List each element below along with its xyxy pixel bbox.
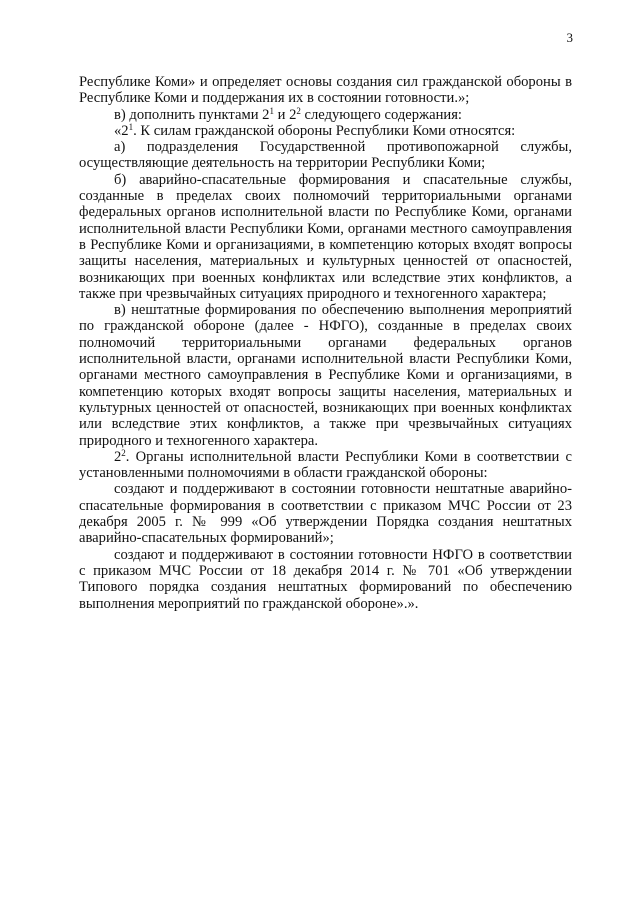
text-run: б) аварийно-спасательные формирования и спасательные службы, созданные в пределах своих полномочий территориальными органами федеральных органов исполнительной власти по Республике Коми, органами исполнительной власти Республики Коми, органами местного самоуправления в Республике Коми и организациями, в компетенцию которых входят вопросы защиты населения, материальных и культурных ценностей от опасностей, возникающих при военных конфликтах или вследствие этих конфликтов, а также при чрезвычайных ситуациях природного и техногенного характера; (79, 171, 572, 302)
text-run: . К силам гражданской обороны Республики Коми относятся: (133, 122, 516, 139)
paragraph (79, 481, 572, 546)
document-body (79, 74, 572, 612)
paragraph (79, 449, 572, 482)
superscript: 1 (128, 121, 134, 132)
paragraph (79, 172, 572, 302)
text-run: следующего содержания: (300, 106, 462, 123)
text-run: в) нештатные формирования по обеспечению выполнения мероприятий по гражданской обороне (далее - НФГО), созданные в пределах своих полномочий территориальными органами федеральных органов исполнительной власти, органами исполнительной власти Республики Коми, органами местного самоуправления в Республике Коми и организациями, в компетенцию которых входят вопросы защиты населения, материальных и культурных ценностей от опасностей, возникающих при военных конфликтах или вследствие этих конфликтов, а также при чрезвычайных ситуациях природного и техногенного характера. (79, 302, 572, 449)
text-run: а) подразделения Государственной противопожарной службы, осуществляющие деятельность на территории Республики Коми; (79, 139, 572, 172)
paragraph (79, 74, 572, 107)
text-run: 2 (114, 448, 122, 465)
text-run: . Органы исполнительной власти Республики Коми в соответствии с установленными полномочиями в области гражданской обороны: (79, 448, 572, 482)
text-run: в) дополнить пунктами 2 (114, 106, 270, 123)
text-run: создают и поддерживают в состоянии готовности нештатные аварийно-спасательные формирования в соответствии с приказом МЧС России от 23 декабря 2005 г. № 999 «Об утверждении Порядка создания нештатных аварийно-спасательных формирований»; (79, 481, 572, 547)
text-run: создают и поддерживают в состоянии готовности НФГО в соответствии с приказом МЧС России от 18 декабря 2014 г. № 701 «Об утверждении Типового порядка создания нештатных формирований по обеспечению выполнения мероприятий по гражданской обороне».». (79, 546, 572, 612)
superscript: 1 (269, 105, 274, 116)
text-run: и 2 (273, 106, 297, 123)
text-run: Республике Коми» и определяет основы создания сил гражданской обороны в Республике Коми и поддержания их в состоянии готовности.»; (79, 74, 572, 107)
paragraph (79, 302, 572, 449)
paragraph (79, 107, 572, 123)
paragraph (79, 123, 572, 139)
text-run: «2 (114, 122, 129, 139)
page-number: 3 (566, 30, 573, 45)
paragraph (79, 139, 572, 172)
superscript: 2 (296, 105, 301, 116)
paragraph (79, 547, 572, 612)
superscript: 2 (121, 447, 126, 458)
